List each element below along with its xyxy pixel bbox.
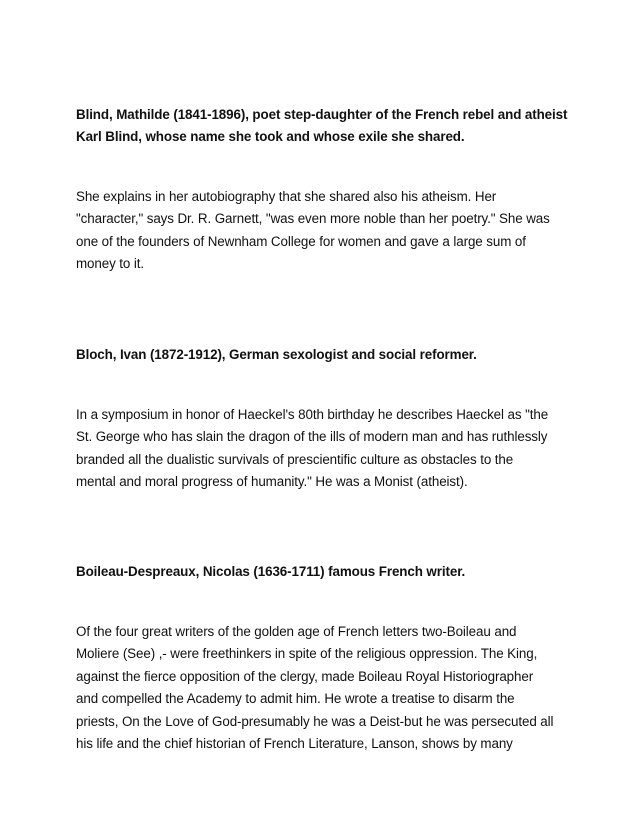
heading-line: Boileau-Despreaux, Nicolas (1636-1711) famous French writer. bbox=[76, 564, 466, 579]
entry-heading-boileau bbox=[76, 561, 576, 583]
entry-body-bloch bbox=[76, 404, 576, 494]
body-line: branded all the dualistic survivals of prescientific culture as obstacles to the bbox=[76, 451, 514, 467]
heading-line: Bloch, Ivan (1872-1912), German sexologist and social reformer. bbox=[76, 347, 477, 362]
body-line: money to it. bbox=[76, 256, 145, 272]
body-line: St. George who has slain the dragon of the ills of modern man and has ruthlessly bbox=[76, 429, 548, 445]
body-line: priests, On the Love of God-presumably he was a Deist-but he was persecuted all bbox=[76, 713, 554, 729]
body-line: one of the founders of Newnham College for women and gave a large sum of bbox=[76, 233, 526, 249]
entry-heading-bloch bbox=[76, 344, 576, 366]
body-line: She explains in her autobiography that she shared also his atheism. Her bbox=[76, 189, 497, 204]
body-line: Of the four great writers of the golden age of French letters two-Boileau and bbox=[76, 624, 517, 639]
body-line: In a symposium in honor of Haeckel's 80th birthday he describes Haeckel as "the bbox=[76, 407, 549, 422]
body-line: against the fierce opposition of the clergy, made Boileau Royal Historiographer bbox=[76, 668, 534, 684]
body-line: and compelled the Academy to admit him. He wrote a treatise to disarm the bbox=[76, 691, 515, 707]
body-line: "character," says Dr. R. Garnett, "was even more noble than her poetry." She was bbox=[76, 211, 550, 227]
body-line: mental and moral progress of humanity." He was a Monist (atheist). bbox=[76, 474, 468, 490]
body-line: his life and the chief historian of French Literature, Lanson, shows by many bbox=[76, 735, 513, 751]
body-line: Moliere (See) ,- were freethinkers in spite of the religious oppression. The King, bbox=[76, 646, 538, 662]
heading-line: Karl Blind, whose name she took and whose exile she shared. bbox=[76, 129, 465, 145]
entry-heading-blind bbox=[76, 104, 576, 149]
entry-body-boileau bbox=[76, 621, 576, 755]
entry-body-blind bbox=[76, 186, 576, 276]
heading-line: Blind, Mathilde (1841-1896), poet step-daughter of the French rebel and atheist bbox=[76, 107, 568, 122]
